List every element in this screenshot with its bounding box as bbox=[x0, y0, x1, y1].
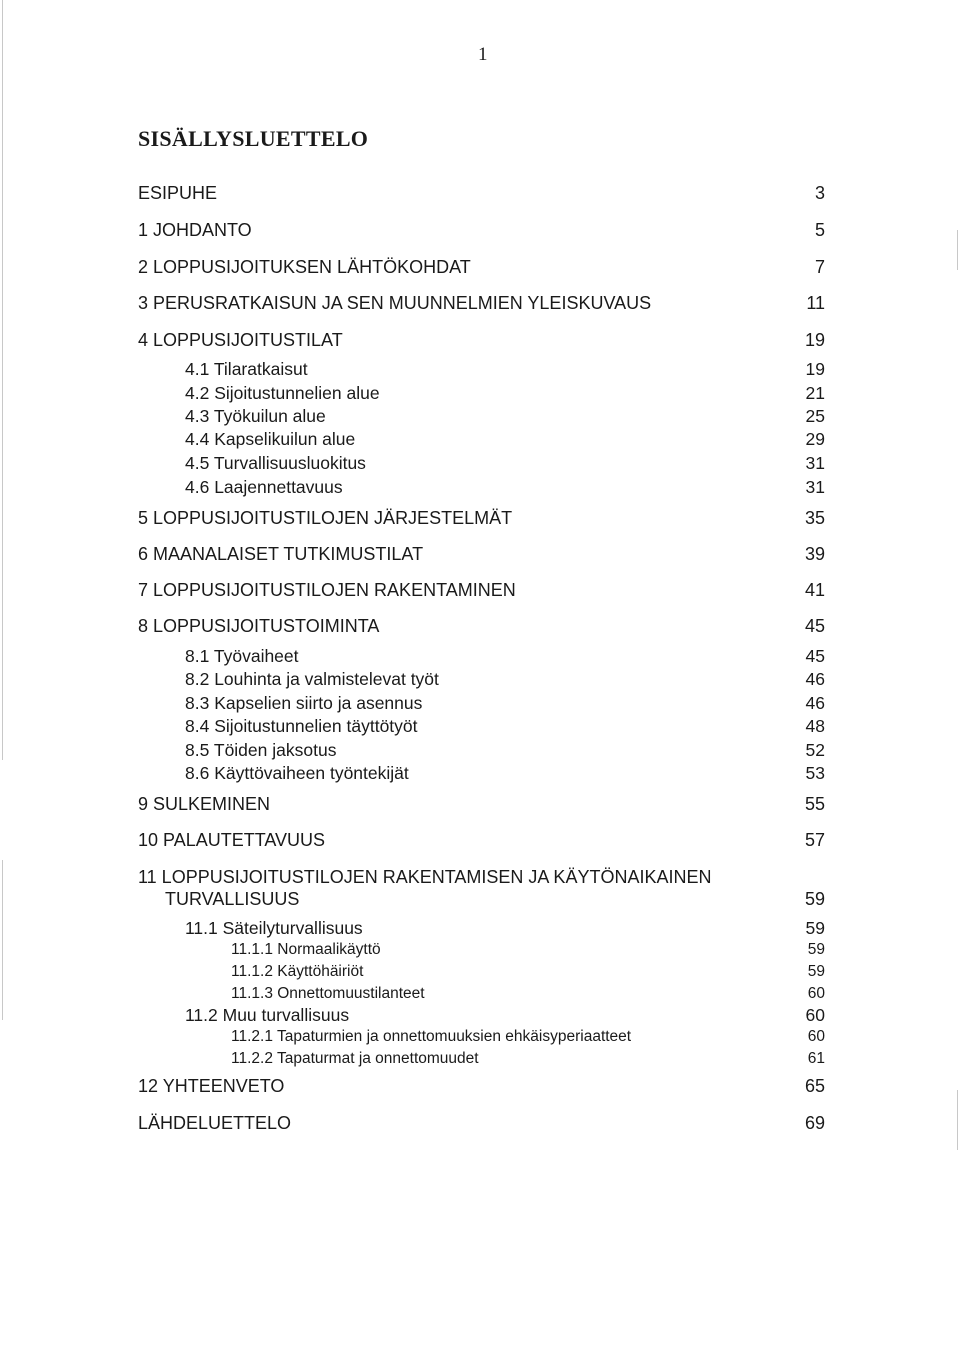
scan-edge-mark bbox=[2, 0, 3, 760]
toc-entry-label: 4.5 Turvallisuusluokitus bbox=[185, 453, 366, 473]
toc-entry-label: 4 LOPPUSIJOITUSTILAT bbox=[138, 330, 343, 350]
toc-entry-page: 21 bbox=[805, 383, 825, 403]
toc-entry-label: 8 LOPPUSIJOITUSTOIMINTA bbox=[138, 616, 380, 636]
toc-entry-label: 3 PERUSRATKAISUN JA SEN MUUNNELMIEN YLEISKUVAUS bbox=[138, 293, 652, 313]
toc-entry-label: 11.1.1 Normaalikäyttö bbox=[231, 941, 381, 958]
toc-entry-page: 57 bbox=[804, 830, 825, 850]
toc-entry-page: 60 bbox=[805, 1005, 825, 1025]
toc-entry-label: 11.2 Muu turvallisuus bbox=[185, 1005, 350, 1025]
toc-entry-page: 5 bbox=[814, 220, 825, 240]
toc-entry-label: 11.1.3 Onnettomuustilanteet bbox=[231, 985, 425, 1002]
toc-entry-label: 5 LOPPUSIJOITUSTILOJEN JÄRJESTELMÄT bbox=[138, 508, 513, 528]
toc-entry-page: 53 bbox=[805, 763, 825, 783]
toc-entry-page: 46 bbox=[805, 669, 825, 689]
toc-entry-page: 60 bbox=[807, 1028, 825, 1045]
toc-entry-label: 2 LOPPUSIJOITUKSEN LÄHTÖKOHDAT bbox=[138, 257, 471, 277]
toc-entry-label: 12 YHTEENVETO bbox=[138, 1076, 285, 1096]
toc-entry-page: 46 bbox=[805, 693, 825, 713]
toc-entry-label: 4.3 Työkuilun alue bbox=[185, 406, 326, 426]
toc-entry-label: 4.4 Kapselikuilun alue bbox=[185, 429, 356, 449]
toc-entry-page: 48 bbox=[805, 716, 825, 736]
toc-entry-page: 3 bbox=[814, 183, 825, 203]
scan-edge-mark bbox=[2, 860, 3, 1020]
toc-entry-label: ESIPUHE bbox=[138, 183, 218, 203]
toc-entry-label: 11.1.2 Käyttöhäiriöt bbox=[231, 963, 364, 980]
toc-entry-page: 65 bbox=[804, 1076, 825, 1096]
toc-entry-page: 19 bbox=[804, 330, 825, 350]
toc-entry-label: 8.2 Louhinta ja valmistelevat työt bbox=[185, 669, 439, 689]
toc-entry-page: 11 bbox=[806, 293, 825, 313]
toc-entry-label: LÄHDELUETTELO bbox=[138, 1113, 292, 1133]
toc-entry-page: 45 bbox=[805, 646, 825, 666]
toc-entry-page: 7 bbox=[814, 257, 825, 277]
toc-entry-page: 25 bbox=[805, 406, 825, 426]
toc-entry-label: 8.5 Töiden jaksotus bbox=[185, 740, 337, 760]
toc-entry-page: 59 bbox=[805, 918, 825, 938]
toc-entry-page: 59 bbox=[807, 963, 825, 980]
toc-entry-label: 7 LOPPUSIJOITUSTILOJEN RAKENTAMINEN bbox=[138, 580, 516, 600]
toc-entry-label: 1 JOHDANTO bbox=[138, 220, 252, 240]
toc-entry-page: 45 bbox=[804, 616, 825, 636]
toc-entry-page: 29 bbox=[805, 429, 825, 449]
toc-entry-page: 35 bbox=[804, 508, 825, 528]
scan-edge-mark bbox=[957, 230, 958, 270]
toc-entry-label: 11.2.2 Tapaturmat ja onnettomuudet bbox=[231, 1050, 479, 1067]
page-number: 1 bbox=[478, 44, 488, 65]
toc-entry-label: 9 SULKEMINEN bbox=[138, 794, 271, 814]
toc-entry-page: 59 bbox=[804, 889, 825, 909]
toc-entry-label: 4.2 Sijoitustunnelien alue bbox=[185, 383, 380, 403]
toc-entry-label: 8.6 Käyttövaiheen työntekijät bbox=[185, 763, 409, 783]
toc-entry-page: 31 bbox=[805, 453, 825, 473]
toc-entry-label: 6 MAANALAISET TUTKIMUSTILAT bbox=[138, 544, 424, 564]
toc-entry-label: 11.2.1 Tapaturmien ja onnettomuuksien ehkäisyperiaatteet bbox=[231, 1028, 632, 1045]
toc-entry-page: 31 bbox=[805, 477, 825, 497]
toc-entry-page: 61 bbox=[807, 1050, 825, 1067]
toc-entry-page: 69 bbox=[804, 1113, 825, 1133]
scan-edge-mark bbox=[957, 1090, 958, 1150]
toc-entry-page: 39 bbox=[804, 544, 825, 564]
toc-entry-page: 52 bbox=[805, 740, 825, 760]
toc-entry-label: 4.6 Laajennettavuus bbox=[185, 477, 343, 497]
toc-entry-page: 19 bbox=[805, 359, 825, 379]
toc-entry-label: TURVALLISUUS bbox=[165, 889, 300, 909]
toc-entry-page: 59 bbox=[807, 941, 825, 958]
toc-entry-label: 11.1 Säteilyturvallisuus bbox=[185, 918, 363, 938]
toc-entry-label: 11 LOPPUSIJOITUSTILOJEN RAKENTAMISEN JA KÄYTÖNAIKAINEN bbox=[138, 867, 712, 887]
toc-entry-label: 10 PALAUTETTAVUUS bbox=[138, 830, 326, 850]
toc-entry-label: 4.1 Tilaratkaisut bbox=[185, 359, 308, 379]
toc-entry-page: 41 bbox=[804, 580, 825, 600]
toc-title: SISÄLLYSLUETTELO bbox=[138, 126, 369, 151]
toc-entry-label: 8.1 Työvaiheet bbox=[185, 646, 299, 666]
toc-entry-label: 8.4 Sijoitustunnelien täyttötyöt bbox=[185, 716, 418, 736]
toc-entry-page: 55 bbox=[804, 794, 825, 814]
toc-entry-label: 8.3 Kapselien siirto ja asennus bbox=[185, 693, 423, 713]
toc-entry-page: 60 bbox=[807, 985, 825, 1002]
